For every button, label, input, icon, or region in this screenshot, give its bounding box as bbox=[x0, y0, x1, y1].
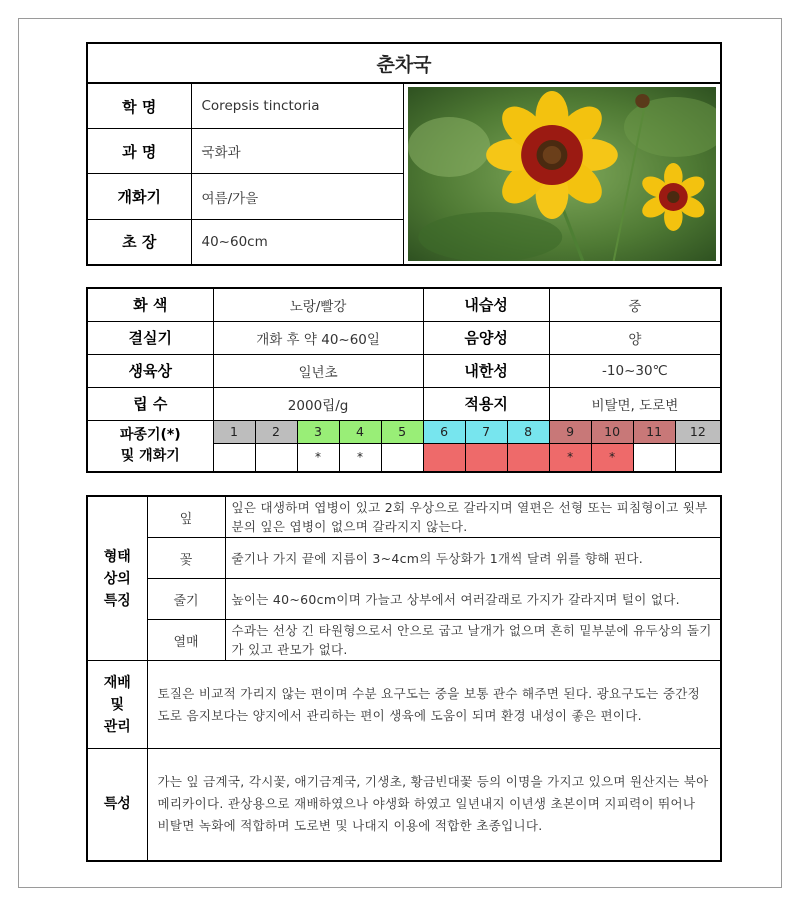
characteristics-description: 가는 잎 금계국, 각시꽃, 애기금계국, 기생초, 황금빈대꽃 등의 이명을 가지고 있으며 원산지는 북아메리카이다. 관상용으로 재배하였으나 야생화 하였고 일년내지 이년생 초본이며 지피력이 뛰어나 비탈면 녹화에 적합하며 도로변 및 나대지 이용에 적합한 초종입니다. bbox=[147, 749, 721, 861]
management-label-line: 및 bbox=[110, 696, 125, 713]
month-cell: 10 bbox=[591, 420, 633, 443]
basic-info-table bbox=[86, 42, 722, 266]
month-cell: 1 bbox=[213, 420, 255, 443]
management-label-line: 관리 bbox=[103, 718, 131, 735]
trait-value: 일년초 bbox=[213, 354, 423, 387]
month-cell: 6 bbox=[423, 420, 465, 443]
management-label-line: 재배 bbox=[103, 674, 131, 691]
stem-description: 높이는 40~60cm이며 가늘고 상부에서 여러갈래로 가지가 갈라지며 털이 없다. bbox=[225, 579, 721, 620]
trait-value: 노랑/빨강 bbox=[213, 288, 423, 321]
characteristics-label: 특성 bbox=[87, 749, 147, 861]
schedule-cell-flowering bbox=[507, 443, 549, 472]
flowering-season-label: 개화기 bbox=[87, 174, 191, 219]
sowing-flowering-label bbox=[87, 420, 213, 472]
trait-value: 중 bbox=[549, 288, 721, 321]
fruit-label: 열매 bbox=[147, 620, 225, 661]
family-value: 국화과 bbox=[191, 129, 403, 174]
trait-label: 결실기 bbox=[87, 321, 213, 354]
trait-label: 립 수 bbox=[87, 387, 213, 420]
month-cell: 7 bbox=[465, 420, 507, 443]
schedule-cell-flowering bbox=[465, 443, 507, 472]
schedule-cell bbox=[381, 443, 423, 472]
month-cell: 9 bbox=[549, 420, 591, 443]
plant-height-label: 초 장 bbox=[87, 219, 191, 265]
trait-label: 생육상 bbox=[87, 354, 213, 387]
photo-cell bbox=[403, 83, 721, 265]
management-description: 토질은 비교적 가리지 않는 편이며 수분 요구도는 중을 보통 관수 해주면 된다. 광요구도는 중간정도로 음지보다는 양지에서 관리하는 편이 생육에 도움이 되며 환경 내성이 좋은 편이다. bbox=[147, 661, 721, 749]
month-cell: 2 bbox=[255, 420, 297, 443]
fruit-description: 수과는 선상 긴 타원형으로서 안으로 굽고 날개가 없으며 흔히 밑부분에 유두상의 돌기가 있고 관모가 없다. bbox=[225, 620, 721, 661]
description-table bbox=[86, 495, 722, 862]
schedule-cell bbox=[213, 443, 255, 472]
schedule-cell bbox=[255, 443, 297, 472]
flower-photo bbox=[408, 87, 717, 261]
month-cell: 12 bbox=[675, 420, 721, 443]
morphology-label-line: 특징 bbox=[103, 592, 131, 609]
management-label bbox=[87, 661, 147, 749]
month-cell: 11 bbox=[633, 420, 675, 443]
trait-value: 양 bbox=[549, 321, 721, 354]
leaf-label: 잎 bbox=[147, 496, 225, 538]
schedule-cell: * bbox=[297, 443, 339, 472]
trait-label: 내한성 bbox=[423, 354, 549, 387]
month-cell: 5 bbox=[381, 420, 423, 443]
schedule-cell-flowering: * bbox=[549, 443, 591, 472]
trait-label: 적용지 bbox=[423, 387, 549, 420]
scientific-name-label: 학 명 bbox=[87, 83, 191, 129]
schedule-cell-flowering bbox=[423, 443, 465, 472]
trait-value: 개화 후 약 40~60일 bbox=[213, 321, 423, 354]
morphology-group-label bbox=[87, 496, 147, 661]
trait-label: 음양성 bbox=[423, 321, 549, 354]
family-label: 과 명 bbox=[87, 129, 191, 174]
trait-value: 2000립/g bbox=[213, 387, 423, 420]
flowering-season-value: 여름/가을 bbox=[191, 174, 403, 219]
morphology-label-line: 상의 bbox=[103, 570, 131, 587]
leaf-description: 잎은 대생하며 엽병이 있고 2회 우상으로 갈라지며 열편은 선형 또는 피침형이고 윗부분의 잎은 엽병이 없으며 갈라지지 않는다. bbox=[225, 496, 721, 538]
schedule-cell bbox=[633, 443, 675, 472]
schedule-cell bbox=[675, 443, 721, 472]
month-cell: 3 bbox=[297, 420, 339, 443]
scientific-name-value: Corepsis tinctoria bbox=[191, 83, 403, 129]
month-cell: 8 bbox=[507, 420, 549, 443]
morphology-label-line: 형태 bbox=[103, 548, 131, 565]
stem-label: 줄기 bbox=[147, 579, 225, 620]
plant-title: 춘차국 bbox=[87, 43, 721, 83]
sowing-label-line1: 파종기(*) bbox=[119, 426, 181, 443]
sowing-label-line2: 및 개화기 bbox=[120, 447, 180, 464]
flower-label: 꽃 bbox=[147, 538, 225, 579]
trait-value: -10~30℃ bbox=[549, 354, 721, 387]
schedule-cell: * bbox=[339, 443, 381, 472]
trait-label: 내습성 bbox=[423, 288, 549, 321]
schedule-cell-flowering: * bbox=[591, 443, 633, 472]
trait-label: 화 색 bbox=[87, 288, 213, 321]
traits-table bbox=[86, 287, 722, 473]
flower-description: 줄기나 가지 끝에 지름이 3~4cm의 두상화가 1개씩 달려 위를 향해 핀다. bbox=[225, 538, 721, 579]
plant-height-value: 40~60cm bbox=[191, 219, 403, 265]
trait-value: 비탈면, 도로변 bbox=[549, 387, 721, 420]
month-cell: 4 bbox=[339, 420, 381, 443]
